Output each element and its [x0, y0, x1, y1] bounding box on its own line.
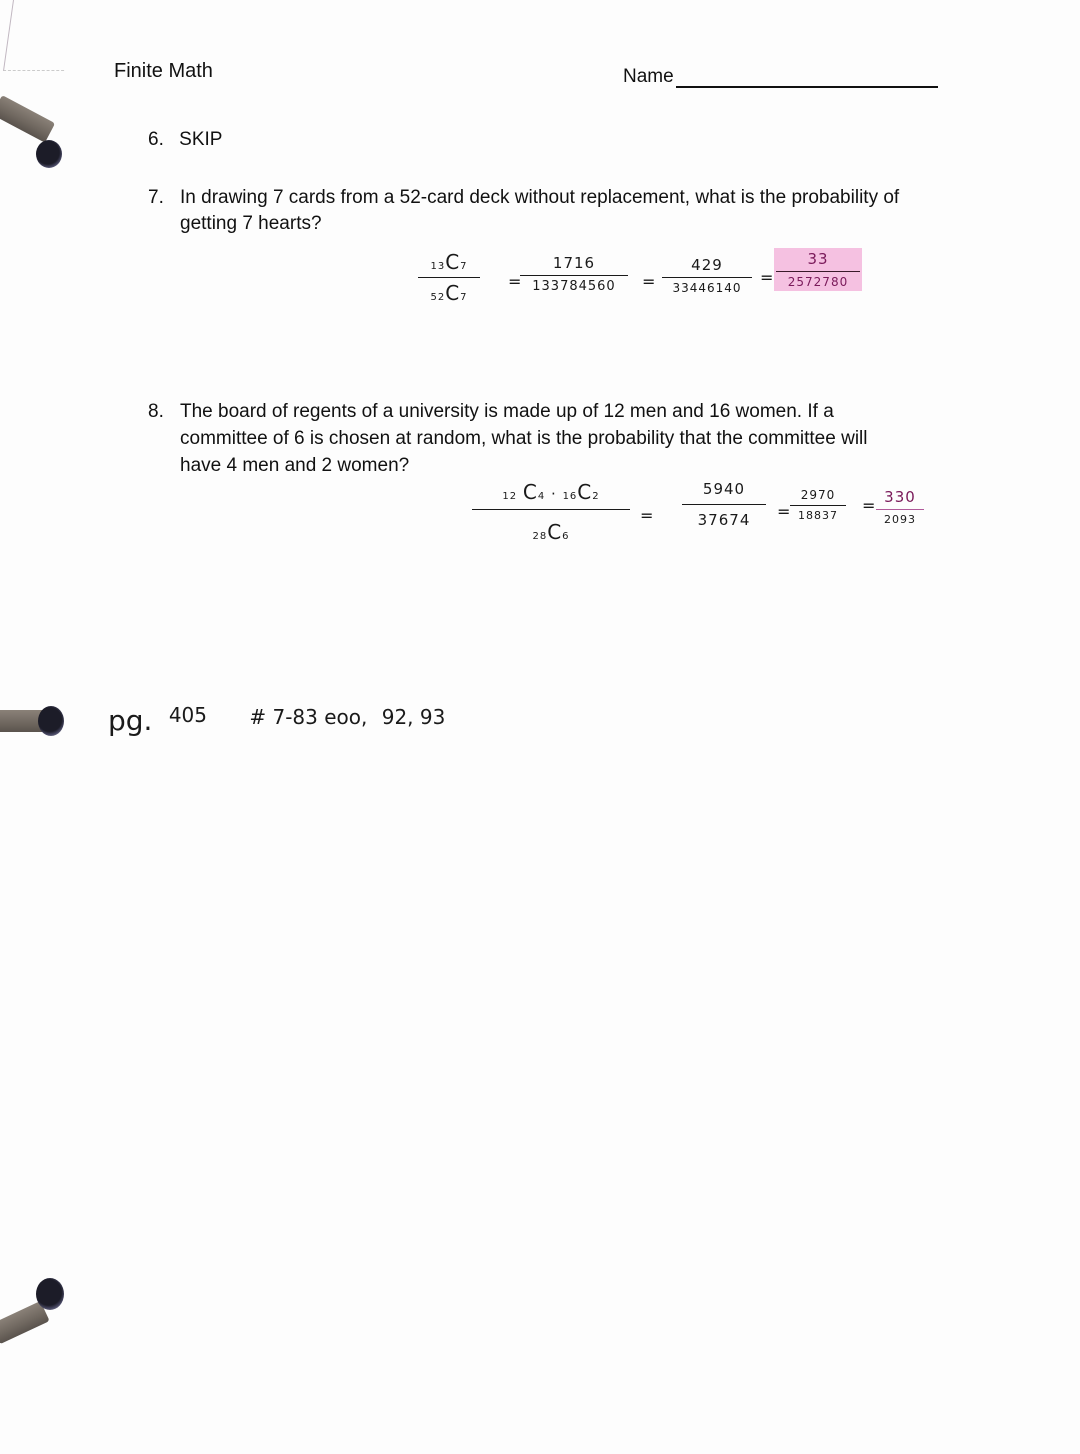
question-number: 8.	[148, 401, 164, 422]
equals-sign: =	[640, 506, 654, 525]
name-blank-line	[676, 68, 938, 88]
name-field	[623, 66, 938, 88]
problem-range: # 7-83 eoo,	[249, 705, 368, 729]
question-8	[148, 398, 867, 479]
question-text-line-1: The board of regents of a university is made up of 12 men and 16 women. If a	[180, 401, 834, 422]
equals-sign: =	[777, 502, 791, 521]
course-title: Finite Math	[114, 60, 213, 82]
q8-step-3-fraction: 2970 18837	[790, 488, 846, 522]
question-number: 6.	[148, 129, 164, 150]
question-6	[148, 129, 222, 151]
binder-hole-bottom	[36, 1278, 64, 1310]
q7-answer-fraction: 33 2572780	[774, 248, 862, 291]
equals-sign: =	[760, 268, 774, 287]
question-text-line-1: In drawing 7 cards from a 52-card deck without replacement, what is the probability of	[180, 187, 900, 208]
q7-combination-fraction: 13C7 52C7	[418, 250, 480, 305]
equals-sign: =	[862, 496, 876, 515]
q7-step-2-fraction: 1716 133784560	[520, 254, 628, 294]
name-label: Name	[623, 66, 674, 87]
question-number: 7.	[148, 187, 164, 208]
torn-corner	[3, 0, 74, 71]
extra-problems: 92, 93	[381, 705, 446, 729]
q7-step-3-fraction: 429 33446140	[662, 256, 752, 295]
page-number: 405	[168, 703, 207, 727]
binder-hole-middle	[38, 706, 64, 736]
equals-sign: =	[642, 272, 656, 291]
binder-ring-top	[0, 95, 55, 143]
question-text-line-2: committee of 6 is chosen at random, what is the probability that the committee will	[180, 428, 868, 449]
question-text-line-2: getting 7 hearts?	[180, 213, 322, 234]
question-text-line-3: have 4 men and 2 women?	[180, 455, 410, 476]
question-text: SKIP	[179, 129, 223, 150]
equals-sign: =	[508, 272, 522, 291]
binder-hole-top	[36, 140, 62, 168]
homework-note	[108, 704, 445, 737]
question-7	[148, 185, 899, 237]
q8-combination-fraction: 12 C4 · 16C2 28C6	[472, 480, 630, 544]
page-label: pg.	[108, 704, 153, 737]
q8-answer-fraction: 330 2093	[876, 488, 924, 526]
q8-step-2-fraction: 5940 37674	[682, 480, 766, 529]
